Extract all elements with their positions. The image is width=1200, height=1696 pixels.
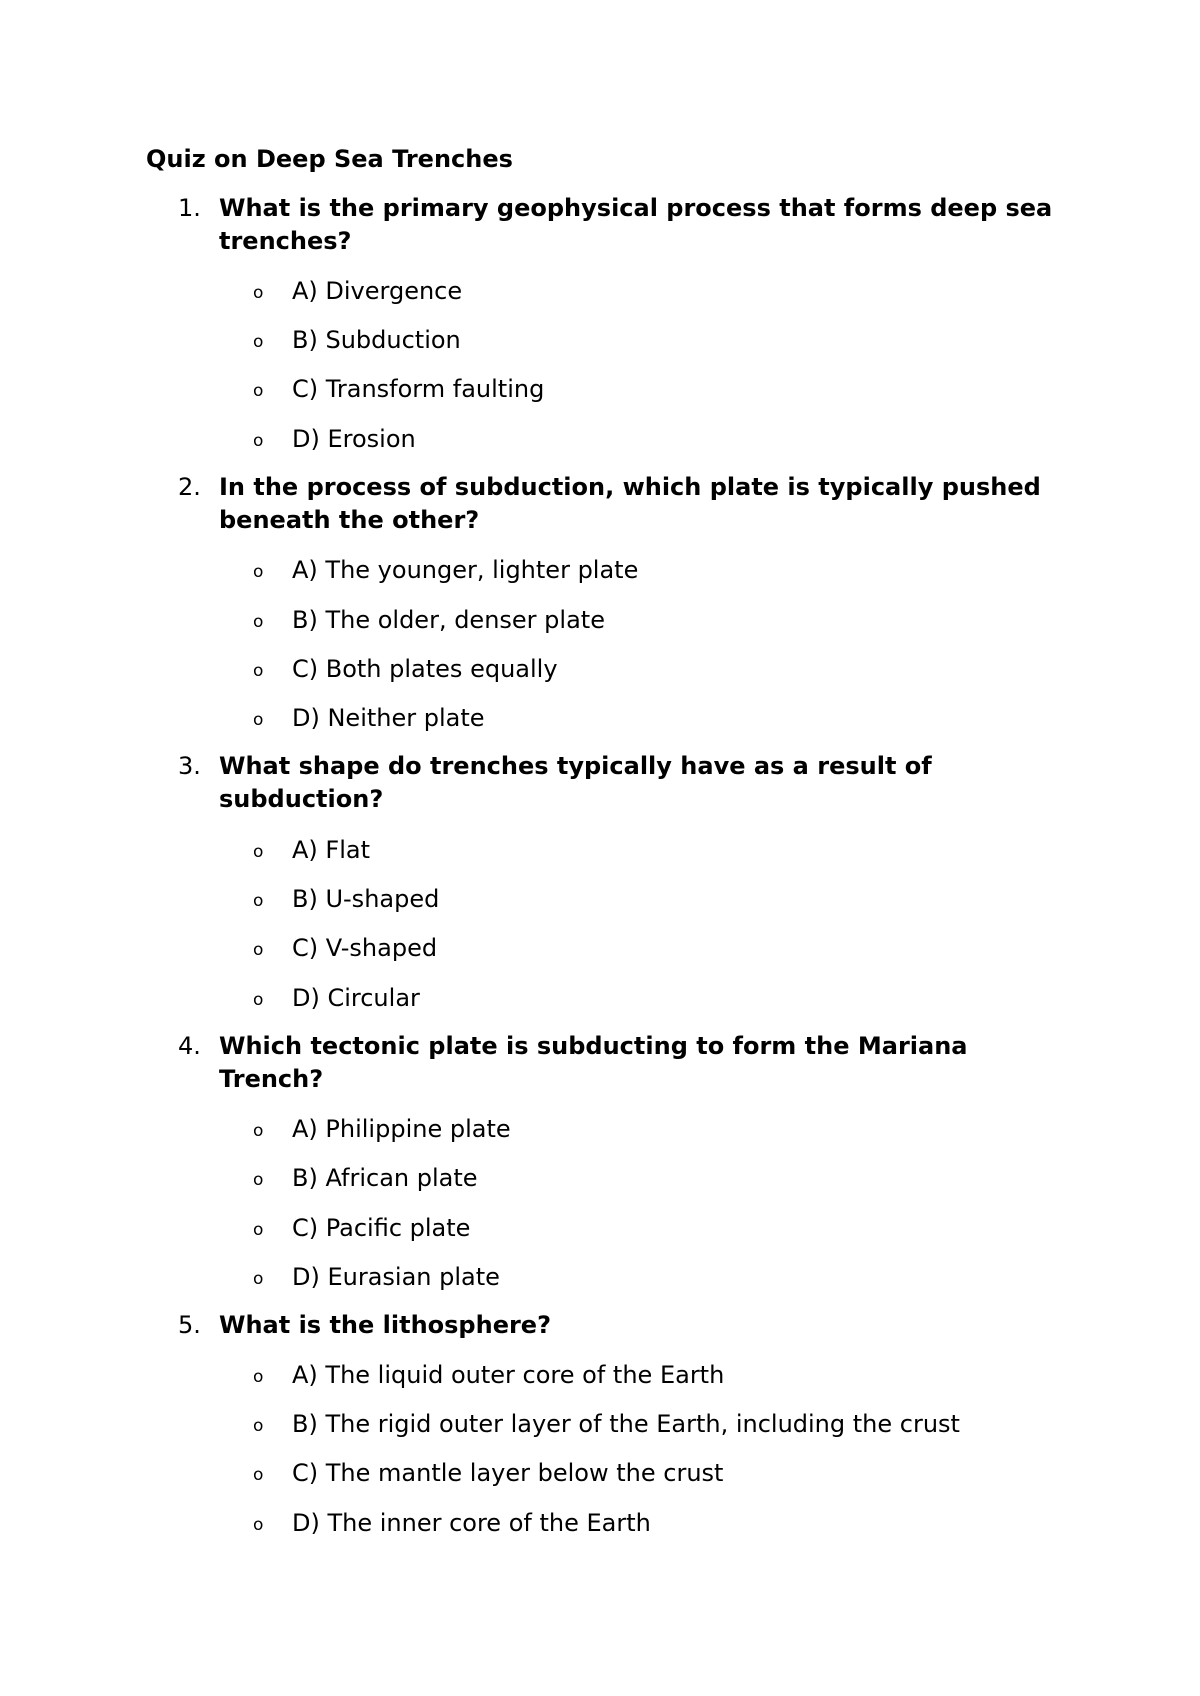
question-text: What is the primary geophysical process that forms deep sea trenches? [219, 194, 1053, 255]
question-number: 2. [178, 473, 201, 501]
question-number: 4. [178, 1032, 201, 1060]
bullet-icon: o [253, 612, 264, 632]
question-number: 3. [178, 752, 201, 780]
answer-option: A) The liquid outer core of the Earth [292, 1361, 725, 1389]
question-text: What is the lithosphere? [219, 1311, 552, 1339]
question-text: Which tectonic plate is subducting to form the Mariana Trench? [219, 1032, 968, 1093]
bullet-icon: o [253, 891, 264, 911]
bullet-icon: o [253, 940, 264, 960]
question-text: In the process of subduction, which plate is typically pushed beneath the other? [219, 473, 1041, 534]
answer-option: C) Pacific plate [292, 1214, 471, 1242]
answer-option: B) The older, denser plate [292, 606, 605, 634]
bullet-icon: o [253, 1367, 264, 1387]
answer-option: D) Circular [292, 984, 420, 1012]
bullet-icon: o [253, 710, 264, 730]
bullet-icon: o [253, 1121, 264, 1141]
answer-option: B) U-shaped [292, 885, 440, 913]
bullet-icon: o [253, 562, 264, 582]
bullet-icon: o [253, 1465, 264, 1485]
answer-option: C) V-shaped [292, 934, 438, 962]
answer-option: A) The younger, lighter plate [292, 556, 639, 584]
bullet-icon: o [253, 661, 264, 681]
answer-option: B) The rigid outer layer of the Earth, including the crust [292, 1410, 960, 1438]
bullet-icon: o [253, 283, 264, 303]
bullet-icon: o [253, 381, 264, 401]
answer-option: B) African plate [292, 1164, 478, 1192]
question-number: 1. [178, 194, 201, 222]
answer-option: C) Both plates equally [292, 655, 558, 683]
bullet-icon: o [253, 1269, 264, 1289]
answer-option: C) The mantle layer below the crust [292, 1459, 724, 1487]
bullet-icon: o [253, 1170, 264, 1190]
answer-option: B) Subduction [292, 326, 461, 354]
quiz-title: Quiz on Deep Sea Trenches [146, 145, 513, 173]
question-text: What shape do trenches typically have as a result of subduction? [219, 752, 932, 813]
bullet-icon: o [253, 1416, 264, 1436]
question-number: 5. [178, 1311, 201, 1339]
answer-option: D) Neither plate [292, 704, 485, 732]
answer-option: D) The inner core of the Earth [292, 1509, 651, 1537]
bullet-icon: o [253, 1220, 264, 1240]
answer-option: A) Divergence [292, 277, 463, 305]
answer-option: A) Flat [292, 836, 370, 864]
answer-option: C) Transform faulting [292, 375, 545, 403]
bullet-icon: o [253, 990, 264, 1010]
answer-option: D) Erosion [292, 425, 416, 453]
bullet-icon: o [253, 1515, 264, 1535]
answer-option: A) Philippine plate [292, 1115, 511, 1143]
bullet-icon: o [253, 332, 264, 352]
bullet-icon: o [253, 431, 264, 451]
bullet-icon: o [253, 842, 264, 862]
answer-option: D) Eurasian plate [292, 1263, 500, 1291]
